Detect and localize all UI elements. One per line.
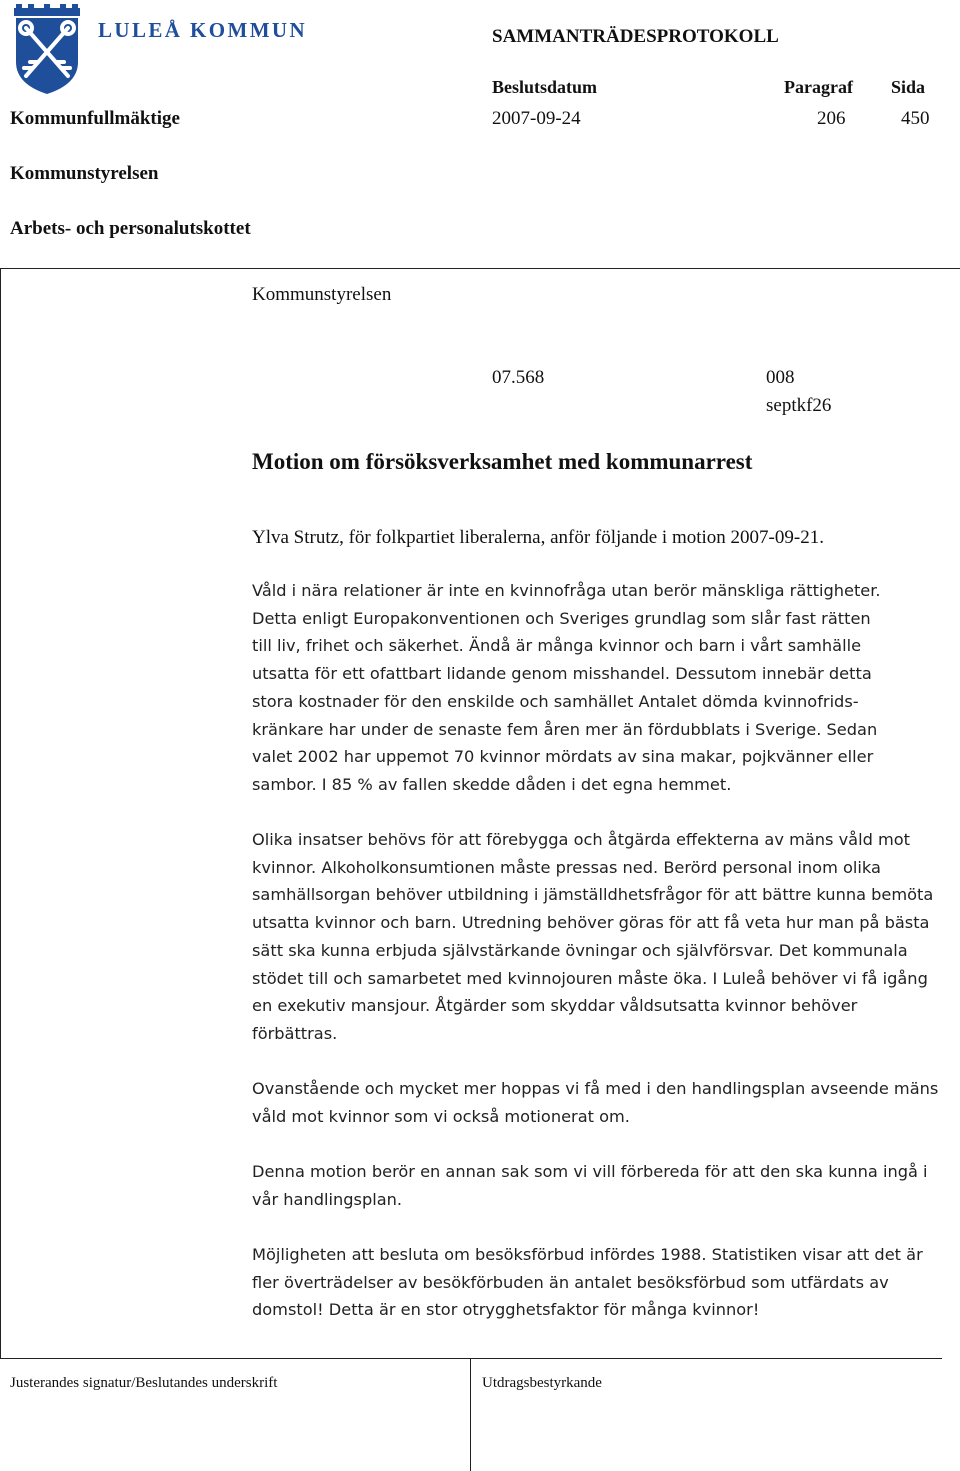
date-value: 2007-09-24: [492, 108, 581, 129]
page-value: 450: [901, 108, 930, 129]
paragraph-2: Olika insatser behövs för att förebygga och åtgärda effekterna av mäns våld mot kvinnor. Alkoholkonsumtionen måste pressas ned. Berörd personal inom olika samhällsorgan behöver utbildning i jämställdhetsfrågor för att bättre kunna bemöta utsatta kvinnor och barn. Utredning behöver göras för att få veta hur man på bästa sätt ska kunna erbjuda självstärkande övningar och självförsvar. Det kommunala stödet till och samarbetet med kvinnojouren måste öka. I Luleå behöver vi få igång en exekutiv mansjour. Åtgärder som skyddar våldsutsatta kvinnor behöver förbättras.: [252, 830, 934, 1043]
paragraph-1-line: kränkare har under de senaste fem åren mer än fördubblats i Sverige. Sedan: [252, 719, 878, 739]
paragraph-1-line: till liv, frihet och säkerhet. Ändå är många kvinnor och barn i vårt samhälle: [252, 636, 862, 656]
lulea-coat-of-arms-icon: [10, 4, 84, 96]
intro-text: Ylva Strutz, för folkpartiet liberalerna, anför följande i motion 2007-09-21.: [252, 527, 824, 548]
paragraph-1: [252, 577, 942, 799]
reference-number: 07.568: [492, 367, 545, 388]
signature-label: Justerandes signatur/Beslutandes underskrift: [10, 1375, 278, 1391]
organization-name: LULEÅ KOMMUN: [98, 18, 308, 42]
paragraph-label: Paragraf: [784, 77, 853, 97]
reference-code-1: 008: [766, 367, 795, 388]
reference-code-2: septkf26: [766, 395, 832, 416]
paragraph-1-line: stora kostnader för den enskilde och samhället Antalet dömda kvinnofrids-: [252, 691, 859, 711]
document-title: Motion om försöksverksamhet med kommunarrest: [252, 449, 753, 474]
paragraph-1-line: valet 2002 har uppemot 70 kvinnor mördats av sina makar, pojkvänner eller: [252, 747, 874, 767]
paragraph-1-line: sambor. I 85 % av fallen skedde dåden i det egna hemmet.: [252, 774, 732, 794]
body-secondary: Kommunstyrelsen: [10, 163, 159, 184]
paragraph-value: 206: [817, 108, 846, 129]
paragraph-1-line: Våld i nära relationer är inte en kvinnofråga utan berör mänskliga rättigheter.: [252, 581, 881, 600]
paragraph-4: Denna motion berör en annan sak som vi vill förbereda för att den ska kunna ingå i vår handlingsplan.: [252, 1162, 928, 1209]
recipient: Kommunstyrelsen: [252, 284, 392, 305]
page-label: Sida: [891, 77, 926, 97]
content-frame-left: [0, 268, 1, 1358]
footer-rule-left: [0, 1358, 470, 1359]
body-main: Kommunfullmäktige: [10, 108, 180, 129]
paragraph-5: Möjligheten att besluta om besöksförbud infördes 1988. Statistiken visar att det är fler överträdelser av besökförbuden än antalet besöksförbud som utfärdats av domstol! Detta är en stor otrygghetsfaktor för många kvinnor!: [252, 1245, 923, 1320]
paragraph-3: Ovanstående och mycket mer hoppas vi få med i den handlingsplan avseende mäns våld mot kvinnor som vi också motionerat om.: [252, 1079, 939, 1126]
body-tertiary: Arbets- och personalutskottet: [10, 218, 251, 239]
paragraph-1-line: utsatta för ett ofattbart lidande genom misshandel. Dessutom innebär detta: [252, 664, 872, 684]
footer-separator: [470, 1358, 471, 1471]
content-frame-top: [0, 268, 960, 269]
document-type: SAMMANTRÄDESPROTOKOLL: [492, 26, 779, 47]
footer-rule-right: [470, 1358, 942, 1359]
certification-label: Utdragsbestyrkande: [482, 1375, 602, 1391]
paragraph-1-line: Detta enligt Europakonventionen och Sveriges grundlag som slår fast rätten: [252, 608, 871, 628]
date-label: Beslutsdatum: [492, 77, 598, 97]
